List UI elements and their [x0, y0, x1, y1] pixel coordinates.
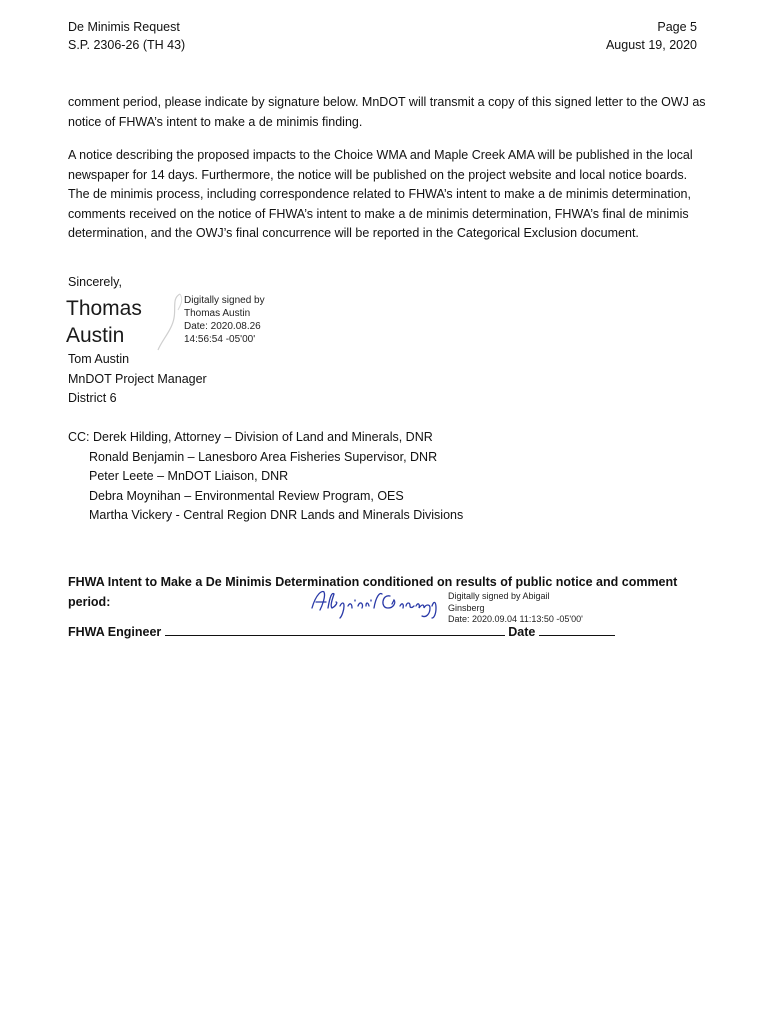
digital-sig-line: Digitally signed by Abigail: [448, 591, 550, 601]
fhwa-digital-signature-details: [448, 591, 583, 626]
handwritten-signature: [308, 586, 448, 622]
date-blank: [539, 624, 615, 636]
page-number: Page 5: [657, 20, 697, 34]
date-label: Date: [508, 625, 536, 639]
cc-label: CC:: [68, 430, 90, 444]
header-right: [606, 18, 697, 54]
cc-list: [68, 428, 463, 526]
signer-block: [68, 350, 207, 409]
cc-recipient: Debra Moynihan – Environmental Review Program, OES: [89, 488, 404, 503]
cc-recipient: Derek Hilding, Attorney – Division of Land and Minerals, DNR: [93, 430, 433, 444]
project-number: S.P. 2306-26 (TH 43): [68, 38, 186, 52]
signer-district: District 6: [68, 391, 117, 406]
digital-sig-line: Ginsberg: [448, 602, 485, 613]
engineer-signature-blank: [165, 624, 505, 636]
letter-date: August 19, 2020: [605, 38, 697, 52]
cc-recipient: Ronald Benjamin – Lanesboro Area Fisheries Supervisor, DNR: [89, 449, 438, 464]
signature-last-name: Austin: [66, 324, 125, 347]
digital-signature-name: [66, 295, 142, 349]
signer-name: Tom Austin: [68, 352, 130, 366]
cc-row: [68, 428, 463, 448]
fhwa-engineer-label: FHWA Engineer: [68, 625, 162, 639]
digital-sig-line: Digitally signed by: [184, 295, 265, 306]
fhwa-statement-line: FHWA Intent to Make a De Minimis Determination conditioned on results of public notice and comment: [68, 575, 678, 589]
fhwa-engineer-line: [68, 624, 615, 639]
body-paragraph-2: A notice describing the proposed impacts to the Choice WMA and Maple Creek AMA will be published in the local newspaper for 14 days. Furthermore, the notice will be published on the project website and local notice boards. The de minimis process, including correspondence related to FHWA’s intent to make a de minimis determination, comments received on the notice of FHWA’s intent to make a de minimis determination, FHWA’s final de minimis determination, and the OWJ’s final concurrence will be reported in the Categorical Exclusion document.: [68, 148, 693, 241]
header-left: [68, 18, 185, 54]
fhwa-statement-line: period:: [68, 595, 111, 609]
digital-sig-line: Date: 2020.08.26: [184, 321, 261, 332]
digital-sig-line: Date: 2020.09.04 11:13:50 -05'00': [448, 614, 583, 624]
closing-salutation: Sincerely,: [68, 275, 122, 289]
signer-title: MnDOT Project Manager: [68, 371, 207, 386]
document-title: De Minimis Request: [68, 20, 180, 34]
cc-recipient: Peter Leete – MnDOT Liaison, DNR: [89, 469, 289, 484]
digital-signature-details: [184, 294, 265, 346]
digital-sig-line: 14:56:54 -05'00': [184, 334, 256, 345]
signature-first-name: Thomas: [66, 297, 142, 320]
cc-recipient: Martha Vickery - Central Region DNR Lands and Minerals Divisions: [89, 508, 464, 523]
digital-sig-line: Thomas Austin: [184, 308, 251, 319]
body-paragraph-1: comment period, please indicate by signature below. MnDOT will transmit a copy of this signed letter to the OWJ as notice of FHWA’s intent to make a de minimis finding.: [68, 95, 706, 129]
